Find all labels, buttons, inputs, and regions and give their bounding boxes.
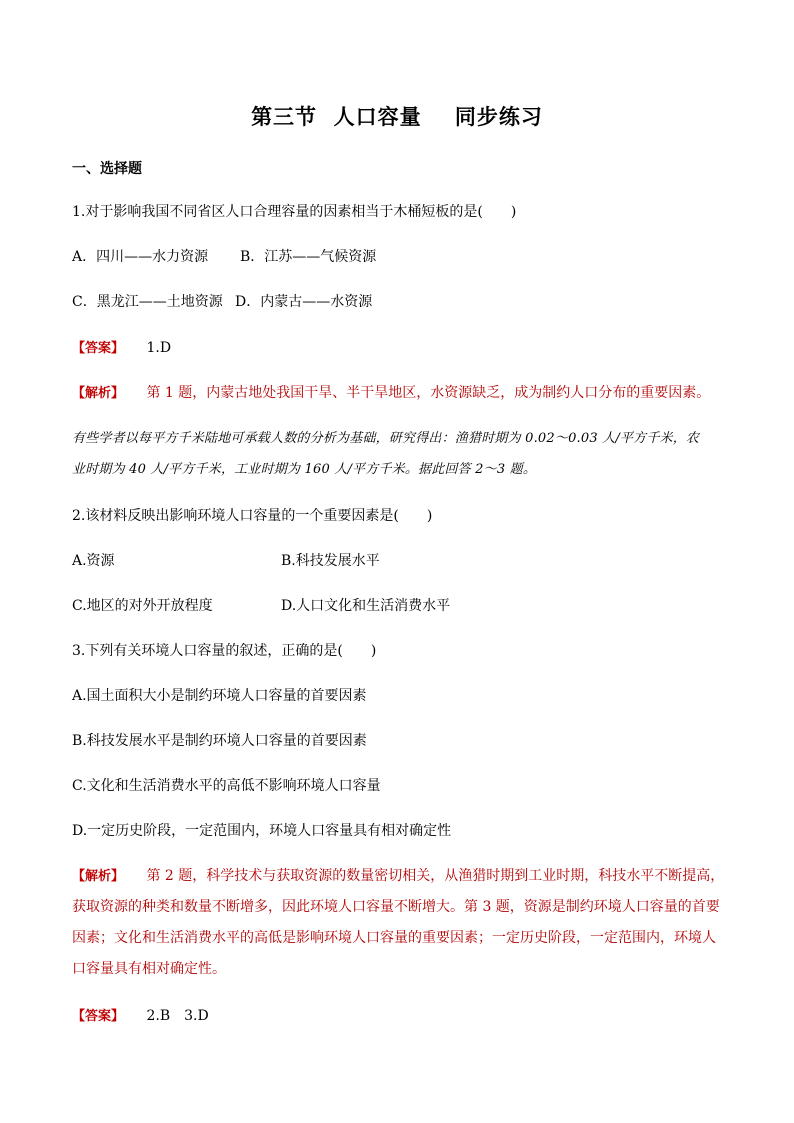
question-3-option-d: D.一定历史阶段，一定范围内，环境人口容量具有相对确定性 [72, 823, 452, 839]
question-1-option-d: D．内蒙古——水资源 [235, 294, 373, 310]
analysis-1-text: 第 1 题，内蒙古地处我国干旱、半干旱地区，水资源缺乏，成为制约人口分布的重要因素。 [146, 385, 711, 401]
question-3-option-b: B.科技发展水平是制约环境人口容量的首要因素 [72, 733, 367, 749]
analysis-1-row [72, 383, 710, 404]
material-line-2: 业时期为 40 人/平方千米，工业时期为 160 人/平方千米。据此回答 2～3 题。 [72, 462, 537, 477]
analysis-2-line-2: 获取资源的种类和数量不断增多，因此环境人口容量不断增大。第 3 题，资源是制约环境人口容量的首要 [72, 899, 720, 915]
document-title: 第三节 人口容量 同步练习 [251, 105, 543, 129]
question-2-stem: 2.该材料反映出影响环境人口容量的一个重要因素是( ) [72, 508, 433, 524]
question-1-option-a: A．四川——水力资源 [72, 249, 209, 265]
question-1-option-b: B．江苏——气候资源 [240, 249, 377, 265]
material-line-1: 有些学者以每平方千米陆地可承载人数的分析为基础，研究得出：渔猎时期为 0.02～0.03 人/平方千米，农 [72, 431, 700, 446]
answer-tag: 【答案】 [72, 1009, 125, 1024]
section-heading: 一、选择题 [72, 161, 142, 177]
question-1-stem: 1.对于影响我国不同省区人口合理容量的因素相当于木桶短板的是( ) [72, 204, 517, 220]
analysis-tag: 【解析】 [72, 386, 125, 401]
analysis-2-line-4: 口容量具有相对确定性。 [72, 961, 226, 977]
question-2-option-c: C.地区的对外开放程度 [72, 598, 213, 614]
question-2-option-d: D.人口文化和生活消费水平 [281, 598, 451, 614]
question-2-option-b: B.科技发展水平 [281, 553, 380, 569]
answer-tag: 【答案】 [72, 341, 125, 356]
answer-1-value: 1.D [146, 340, 172, 356]
question-3-stem: 3.下列有关环境人口容量的叙述，正确的是( ) [72, 643, 377, 659]
analysis-2-row [72, 866, 724, 887]
answer-1-row [72, 338, 171, 359]
analysis-2-line-3: 因素；文化和生活消费水平的高低是影响环境人口容量的重要因素；一定历史阶段，一定范围内，环境人 [72, 930, 716, 946]
question-3-option-a: A.国土面积大小是制约环境人口容量的首要因素 [72, 688, 367, 704]
question-2-option-a: A.资源 [72, 553, 115, 569]
question-1-option-c: C．黑龙江——土地资源 [72, 294, 223, 310]
analysis-tag: 【解析】 [72, 869, 125, 884]
analysis-2-line-1: 第 2 题，科学技术与获取资源的数量密切相关，从渔猎时期到工业时期，科技水平不断提高， [146, 868, 725, 884]
answer-2-value: 2.B 3.D [146, 1008, 209, 1024]
answer-2-row [72, 1006, 209, 1027]
question-3-option-c: C.文化和生活消费水平的高低不影响环境人口容量 [72, 778, 381, 794]
